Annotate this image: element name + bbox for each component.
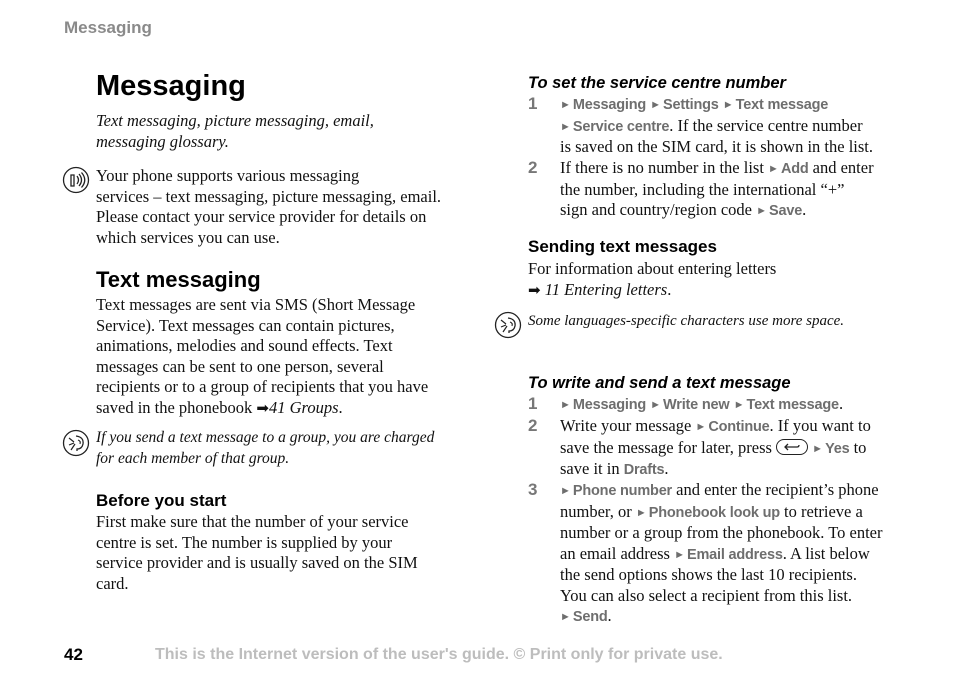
step-line <box>560 502 910 524</box>
page-number: 42 <box>64 645 83 664</box>
step-line <box>560 480 910 502</box>
page-title: Messaging <box>96 70 246 102</box>
arrow-right-icon: ► <box>768 163 779 175</box>
menu-item-email-address[interactable]: Email address <box>686 546 783 563</box>
menu-item-messaging[interactable]: Messaging <box>572 397 647 413</box>
arrow-right-icon: ► <box>756 205 768 217</box>
footer-note: This is the Internet version of the user's guide. © Print only for private use. <box>155 646 723 663</box>
procedure-step <box>528 480 918 625</box>
arrow-right-icon: ► <box>560 399 571 411</box>
sending-body <box>528 259 918 300</box>
step-text <box>560 416 910 481</box>
step-line: the number, including the international “+” <box>560 179 845 199</box>
body-line: recipients or to a group of recipients that you have <box>96 377 429 396</box>
body-line: messages can be sent to one person, several <box>96 356 384 376</box>
note-line: Please contact your service provider for details on <box>96 207 427 226</box>
body-line: Service). Text messages can contain pictures, <box>96 315 395 335</box>
procedure-step <box>528 94 918 156</box>
intro-line: messaging glossary. <box>96 131 229 151</box>
step-line <box>560 459 910 481</box>
step-text-fragment: number, or <box>560 501 636 521</box>
arrow-right-icon: ► <box>812 442 824 455</box>
intro-line: Text messaging, picture messaging, email, <box>96 111 374 130</box>
step-text <box>560 480 910 628</box>
step-text-fragment: . If you want to <box>769 416 871 435</box>
step-line <box>560 606 910 628</box>
arrow-right-icon: ► <box>635 506 647 519</box>
reference-arrow-icon: ➡ <box>256 398 269 417</box>
intro-text <box>96 111 374 152</box>
step-text-fragment: . If the service centre number <box>669 115 863 135</box>
menu-item-send[interactable]: Send <box>572 609 608 625</box>
body-line: service provider and is usually saved on the SIM <box>96 553 418 572</box>
period: . <box>838 394 844 413</box>
step-line <box>560 438 910 460</box>
period: . <box>667 279 672 299</box>
arrow-right-icon: ► <box>650 99 662 111</box>
body-line: card. <box>96 573 129 593</box>
step-text <box>560 94 910 158</box>
step-line: You can also select a recipient from this list. <box>560 585 853 605</box>
step-line: is saved on the SIM card, it is shown in the list. <box>560 137 874 156</box>
step-text <box>560 158 910 222</box>
running-head: Messaging <box>64 18 152 37</box>
step-line <box>560 158 910 180</box>
step-text-fragment: and enter <box>808 158 874 177</box>
tip-line: for each member of that group. <box>96 449 290 467</box>
procedure-title: To write and send a text message <box>528 374 791 392</box>
note-text <box>96 166 476 248</box>
menu-item-service-centre[interactable]: Service centre <box>572 118 670 135</box>
body-line: For information about entering letters <box>528 259 777 278</box>
period: . <box>802 200 807 219</box>
step-text-fragment: to retrieve a <box>779 501 863 521</box>
subsection-title: Sending text messages <box>528 237 717 256</box>
body-line: animations, melodies and sound effects. Text <box>96 336 393 355</box>
arrow-right-icon: ► <box>650 399 662 411</box>
step-text-fragment: Write your message <box>560 416 696 435</box>
body-line: First make sure that the number of your service <box>96 512 409 531</box>
cross-reference-link[interactable]: 11 Entering letters <box>544 279 668 299</box>
step-line: the send options shows the last 10 recipients. <box>560 565 857 584</box>
menu-item-settings[interactable]: Settings <box>663 97 719 113</box>
arrow-right-icon: ► <box>560 611 571 623</box>
step-text-fragment: to <box>849 437 867 457</box>
tip-text <box>96 428 476 469</box>
menu-item-write-new[interactable]: Write new <box>663 397 730 413</box>
arrow-right-icon: ► <box>722 99 734 111</box>
note-line: services – text messaging, picture messaging, email. <box>96 186 442 206</box>
back-key-icon <box>776 439 808 455</box>
menu-item-drafts[interactable]: Drafts <box>623 462 665 478</box>
step-line <box>560 200 910 222</box>
step-text-fragment: If there is no number in the list <box>560 158 769 177</box>
arrow-right-icon: ► <box>560 120 571 133</box>
menu-item-continue[interactable]: Continue <box>708 419 770 435</box>
step-text-fragment: save it in <box>560 459 624 478</box>
procedure-step <box>528 416 918 478</box>
step-line <box>560 544 910 566</box>
period: . <box>664 459 669 478</box>
body-line: centre is set. The number is supplied by your <box>96 532 393 552</box>
step-line <box>560 416 910 438</box>
before-body <box>96 512 476 594</box>
body-text-fragment: saved in the phonebook <box>96 397 257 417</box>
menu-item-phone-number[interactable]: Phone number <box>572 483 672 499</box>
step-number: 1 <box>528 394 538 413</box>
step-line <box>560 394 910 416</box>
menu-item-add[interactable]: Add <box>780 161 809 177</box>
arrow-right-icon: ► <box>695 421 707 433</box>
menu-item-text-message[interactable]: Text message <box>735 97 829 113</box>
subsection-title: Before you start <box>96 491 227 510</box>
step-line <box>560 116 910 138</box>
step-text-fragment: and enter the recipient’s phone <box>672 480 879 499</box>
step-line: number or a group from the phonebook. To enter <box>560 523 883 542</box>
tip-text: Some languages-specific characters use more space. <box>528 313 845 329</box>
step-number: 3 <box>528 480 538 499</box>
tip-icon <box>62 429 90 462</box>
procedure-title: To set the service centre number <box>528 74 786 92</box>
body-line: Text messages are sent via SMS (Short Message <box>96 295 416 314</box>
section-title: Text messaging <box>96 267 261 292</box>
arrow-right-icon: ► <box>733 399 745 411</box>
arrow-right-icon: ► <box>560 99 571 111</box>
step-text <box>560 394 910 416</box>
menu-item-yes[interactable]: Yes <box>825 440 850 457</box>
menu-item-save[interactable]: Save <box>769 203 803 219</box>
step-number: 1 <box>528 94 538 113</box>
body-text <box>96 295 476 418</box>
note-icon <box>62 166 90 199</box>
procedure-step <box>528 394 918 415</box>
procedure-step <box>528 158 918 219</box>
arrow-right-icon: ► <box>674 548 685 561</box>
menu-item-messaging[interactable]: Messaging <box>572 97 647 113</box>
body-line <box>96 398 476 419</box>
note-line: Your phone supports various messaging <box>96 166 360 185</box>
step-number: 2 <box>528 416 538 435</box>
body-line <box>528 280 918 301</box>
note-line: which services you can use. <box>96 227 280 247</box>
period: . <box>338 397 343 417</box>
arrow-right-icon: ► <box>560 485 571 497</box>
step-text-fragment: . A list below <box>782 543 870 563</box>
period: . <box>607 606 612 625</box>
step-line <box>560 94 910 116</box>
tip-icon <box>494 311 522 344</box>
cross-reference-link[interactable]: 41 Groups <box>268 397 339 417</box>
step-text-fragment: save the message for later, press <box>560 437 777 457</box>
tip-line: If you send a text message to a group, you are charged <box>96 429 435 446</box>
step-text-fragment: an email address <box>560 543 675 563</box>
step-text-fragment: sign and country/region code <box>560 200 757 219</box>
reference-arrow-icon: ➡ <box>528 280 541 299</box>
menu-item-phonebook-look-up[interactable]: Phonebook look up <box>648 504 780 521</box>
step-number: 2 <box>528 158 538 177</box>
menu-item-text-message[interactable]: Text message <box>746 397 839 413</box>
